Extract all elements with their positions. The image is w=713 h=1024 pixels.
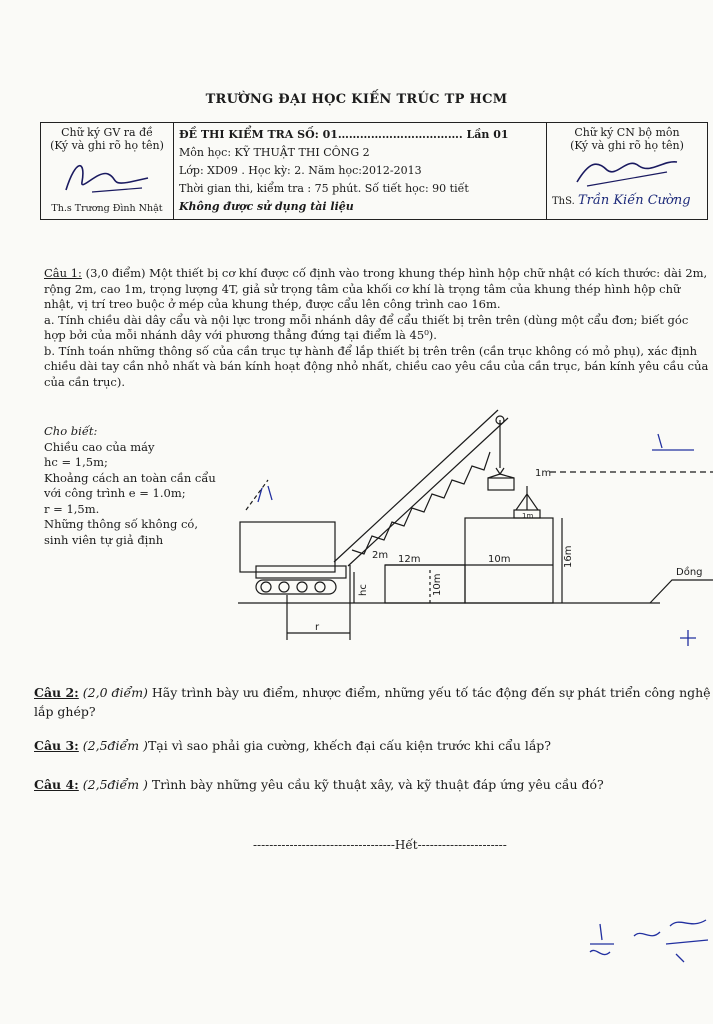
suspended-load	[488, 478, 514, 490]
q1-intro: (3,0 điểm) Một thiết bị cơ khí được cố định vào trong khung thép hình hộp chữ nhật có kích thước: dài 2m, rộng 2m, cao 1m, trọng lượng 4T, giả sử trọng tâm của khối cơ khí là trọng tâm của khung thép hình hộp chữ nhật, vị trí treo buộc ở mép của khung thép, được cẩu lên công trình cao 16m.	[44, 266, 708, 311]
given-line-1: Chiều cao của máy	[44, 439, 155, 454]
q1-part-a: a. Tính chiều dài dây cẩu và nội lực trong mỗi nhánh dây để cẩu thiết bị trên trên (dùng một cẩu đơn; biết góc hợp bởi của mỗi nhánh dây với phương thẳng đứng tại điểm là 45⁰).	[44, 312, 689, 342]
boom-upper-chord	[348, 418, 511, 566]
q3-score: (2,5điểm )	[78, 738, 148, 753]
building-low	[385, 565, 465, 603]
exam-header-table	[40, 122, 708, 220]
track-wheel	[279, 582, 289, 592]
q4-score: (2,5điểm )	[78, 777, 148, 792]
boom-lacing	[352, 452, 490, 554]
exam-title: ĐỀ THI KIỂM TRA SỐ: 01……………………………. Lần 01	[179, 128, 509, 141]
given-heading: Cho biết:	[44, 424, 98, 438]
lecturer-signature-cell	[41, 123, 174, 220]
q2-label: Câu 2:	[34, 685, 79, 700]
head-name-prefix: ThS.	[552, 196, 575, 207]
boom-lower-chord	[334, 410, 498, 562]
q4-label: Câu 4:	[34, 777, 79, 792]
embankment	[650, 580, 713, 603]
label-10m: 10m	[488, 554, 511, 565]
lecturer-signature-title: Chữ ký GV ra đề	[61, 126, 153, 139]
exam-time-line: Thời gian thi, kiểm tra : 75 phút. Số tiết học: 90 tiết	[179, 182, 469, 195]
exam-note: Không được sử dụng tài liệu	[179, 200, 354, 213]
head-signature-cell	[547, 123, 708, 220]
handwritten-mark-icon	[652, 434, 694, 450]
handwritten-cross-icon	[680, 630, 696, 646]
school-title: TRƯỜNG ĐẠI HỌC KIẾN TRÚC TP HCM	[205, 92, 508, 107]
handwritten-angle-icon	[258, 486, 272, 502]
label-12m: 12m	[398, 554, 421, 565]
question-4	[34, 777, 713, 792]
boom-angle-mark	[246, 480, 268, 510]
head-name: Trần Kiến Cường	[577, 193, 691, 208]
question-1	[44, 266, 709, 390]
head-signature-title: Chữ ký CN bộ môn	[574, 126, 680, 139]
lecturer-signature-icon	[52, 152, 162, 200]
track-wheel	[261, 582, 271, 592]
lecturer-name: Th.s Trương Đình Nhật	[51, 203, 163, 214]
given-line-2: hc = 1,5m;	[44, 455, 108, 469]
given-line-3: Khoảng cách an toàn cần cẩu	[44, 470, 216, 485]
handwritten-notes-icon	[580, 910, 713, 980]
q3-text: Tại vì sao phải gia cường, khếch đại cấu kiện trước khi cẩu lắp?	[147, 738, 552, 753]
end-marker: -----------------------------------Hết----------------------	[253, 838, 507, 852]
question-3	[34, 738, 713, 753]
label-2m: 2m	[372, 550, 389, 561]
label-16m: 16m	[563, 545, 574, 568]
q1-label: Câu 1:	[44, 266, 82, 280]
label-10m-v: 10m	[432, 573, 443, 596]
label-dong: Dồng	[676, 567, 703, 578]
q2-score: (2,0 điểm)	[78, 685, 148, 700]
track-wheel	[315, 582, 325, 592]
given-line-6: Những thông số không có,	[44, 517, 199, 531]
given-line-4: với công trình e = 1.0m;	[44, 486, 186, 500]
given-line-5: r = 1,5m.	[44, 501, 100, 516]
label-1m-small: 1m	[522, 512, 534, 520]
given-line-7: sinh viên tự giả định	[44, 532, 164, 547]
class-semester-line: Lớp: XD09 . Học kỳ: 2. Năm học:2012-2013	[179, 164, 422, 177]
subject-line: Môn học: KỸ THUẬT THI CÔNG 2	[179, 146, 370, 159]
label-hc: hc	[358, 584, 369, 596]
track-wheel	[297, 582, 307, 592]
question-2	[34, 683, 713, 721]
q4-text: Trình bày những yêu cầu kỹ thuật xây, và kỹ thuật đáp ứng yêu cầu đó?	[147, 777, 604, 792]
q3-label: Câu 3:	[34, 738, 79, 753]
exam-info-cell	[174, 123, 547, 220]
crane-diagram	[0, 390, 713, 660]
label-1m: 1m	[535, 468, 552, 479]
hook	[496, 468, 504, 474]
q2-text: Hãy trình bày ưu điểm, nhược điểm, những yếu tố tác động đến sự phát triển công nghệ lắp ghép?	[34, 685, 711, 719]
q1-part-b: b. Tính toán những thông số của cần trục tự hành để lắp thiết bị trên trên (cần trục không có mỏ phụ), xác định chiều dài tay cần nhỏ nhất và bán kính hoạt động nhỏ nhất, chiều cao yêu cầu của cần trục, bán kính yêu cầu của của cần trục).	[44, 343, 709, 389]
crane-cab	[240, 522, 335, 572]
lecturer-signature-sub: (Ký và ghi rõ họ tên)	[50, 139, 164, 152]
head-signature-icon	[567, 152, 687, 190]
label-r: r	[315, 622, 320, 633]
head-signature-sub: (Ký và ghi rõ họ tên)	[570, 139, 684, 152]
